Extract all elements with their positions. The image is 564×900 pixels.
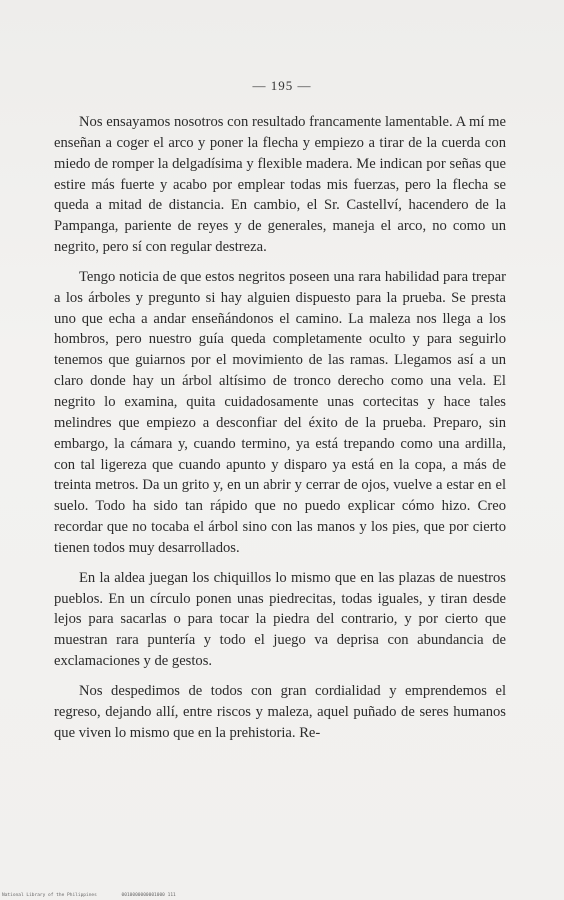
paragraph-3: En la aldea juegan los chiquillos lo mismo que en las plazas de nuestros pueblos. En un círculo ponen unas piedrecitas, todas iguales, y tiran desde lejos para sacarlas o para tocar la piedra del contrario, y por cierto que muestran rara puntería y todo el juego va deprisa con abundancia de exclamaciones y de gestos.: [54, 569, 506, 670]
footer-library-label: National Library of the Philippines: [2, 893, 97, 898]
footer-code: 0010000000001000 111: [121, 893, 176, 898]
body-text: [54, 112, 506, 752]
scan-footer: [2, 893, 198, 898]
paragraph-1: Nos ensayamos nosotros con resultado francamente lamentable. A mí me enseñan a coger el arco y poner la flecha y empiezo a tirar de la cuerda con miedo de romper la delgadísima y flexible madera. Me indican por señas que estire más fuerte y acabo por emplear todas mis fuerzas, pero la flecha se queda a mitad de distancia. En cambio, el Sr. Castellví, hacendero de la Pampanga, pariente de reyes y de generales, maneja el arco, no como un negrito, pero sí con regular destreza.: [54, 114, 506, 256]
paragraph-2: Tengo noticia de que estos negritos poseen una rara habilidad para trepar a los árboles y pregunto si hay alguien dispuesto para la prueba. Se presta uno que echa a andar enseñándonos el camino. La maleza nos llega a los hombros, pero nuestro guía queda completamente oculto y para seguirlo tenemos que guiarnos por el movimiento de las ramas. Llegamos así a un claro donde hay un árbol altísimo de tronco derecho como una vela. El negrito lo examina, quita cuidadosamente unas cortecitas y hace tales melindres que empiezo a desconfiar del éxito de la prueba. Preparo, sin embargo, la cámara y, cuando termino, ya está trepando como una ardilla, con tal ligereza que cuando apunto y disparo ya está en la copa, a más de treinta metros. Da un grito y, en un abrir y cerrar de ojos, vuelve a estar en el suelo. Todo ha sido tan rápido que no puedo explicar cómo hizo. Creo recordar que no tocaba el árbol sino con las manos y los pies, que por cierto tienen todos muy desarrollados.: [54, 268, 506, 556]
page-number: — 195 —: [252, 78, 312, 93]
paragraph-4: Nos despedimos de todos con gran cordialidad y emprendemos el regreso, dejando allí, entre riscos y maleza, aquel puñado de seres humanos que viven lo mismo que en la prehistoria. Re-: [54, 682, 506, 741]
